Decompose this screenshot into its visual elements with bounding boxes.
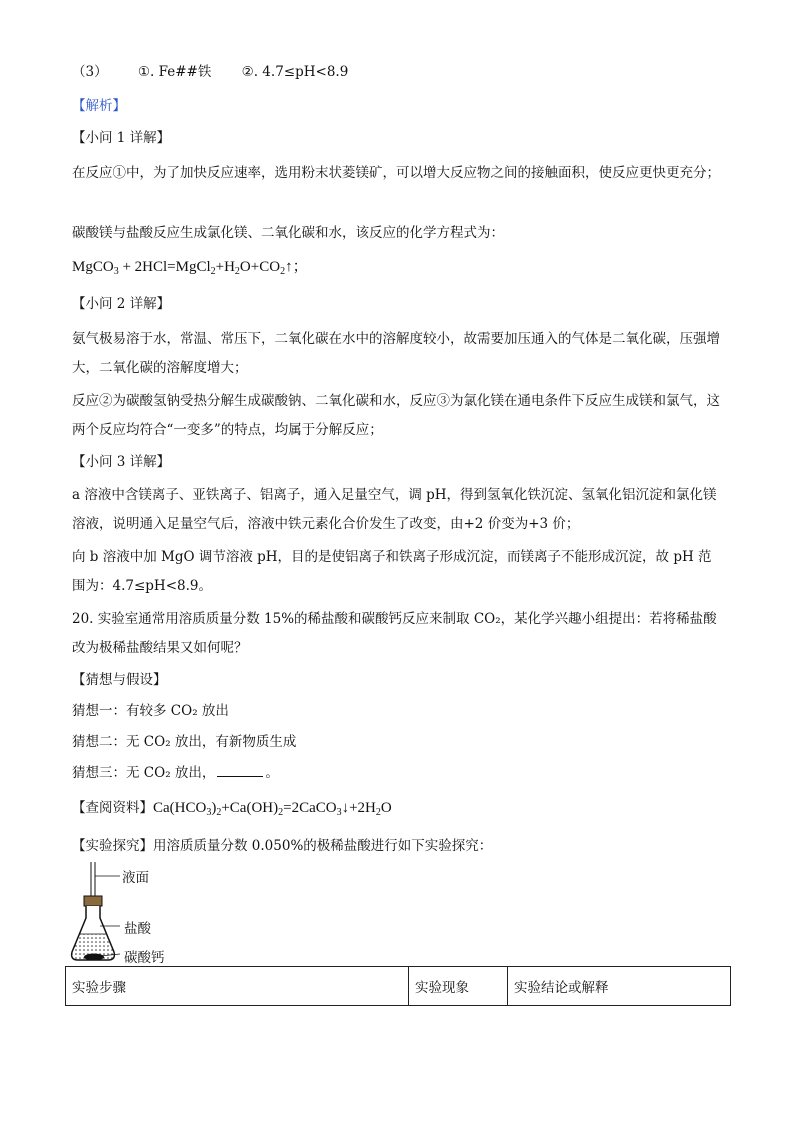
- header-steps: 实验步骤: [66, 967, 409, 1006]
- experiment-table: [65, 966, 731, 1006]
- answer-part-2: ②. 4.7≤pH<8.9: [241, 64, 349, 80]
- answer-num: （3）: [72, 64, 108, 80]
- guess-heading: 【猜想与假设】: [72, 672, 167, 688]
- label-liquid-surface: 液面: [122, 870, 149, 886]
- q3-paragraph-2: 向 b 溶液中加 MgO 调节溶液 pH，目的是使铝离子和铁离子形成沉淀，而镁离子不能形成沉淀，故 pH 范围为：4.7≤pH<8.9。: [72, 549, 712, 594]
- header-conclusion: 实验结论或解释: [508, 967, 731, 1006]
- explore-text: 用溶质质量分数 0.050%的极稀盐酸进行如下实验探究：: [153, 838, 493, 854]
- guess-3: 猜想三：无 CO₂ 放出， 。: [72, 765, 279, 781]
- label-calcium-carbonate: 碳酸钙: [124, 950, 165, 966]
- q20-stem: 20. 实验室通常用溶质质量分数 15%的稀盐酸和碳酸钙反应来制取 CO₂，某化学兴趣小组提出：若将稀盐酸改为极稀盐酸结果又如何呢？: [72, 611, 717, 656]
- explore-heading: 【实验探究】: [72, 838, 153, 854]
- q1-heading: 【小问 1 详解】: [72, 130, 171, 146]
- q1-paragraph-2: 碳酸镁与盐酸反应生成氯化镁、二氧化碳和水，该反应的化学方程式为：: [72, 225, 504, 241]
- guess-1: 猜想一：有较多 CO₂ 放出: [72, 703, 229, 719]
- q1-paragraph-1: 在反应①中，为了加快反应速率，选用粉末状菱镁矿，可以增大反应物之间的接触面积，使反应更快更充分；: [72, 165, 720, 181]
- table-header-row: [66, 967, 731, 1006]
- q3-paragraph-1: a 溶液中含镁离子、亚铁离子、铝离子，通入足量空气，调 pH，得到氢氧化铁沉淀、氢氧化铝沉淀和氯化镁溶液，说明通入足量空气后，溶液中铁元素化合价发生了改变，由+2 价变为+3 价；: [72, 487, 717, 532]
- explore-line: [72, 836, 492, 856]
- reference-heading: 【查阅资料】: [72, 800, 153, 816]
- q2-paragraph-2: 反应②为碳酸氢钠受热分解生成碳酸钠、二氧化碳和水，反应③为氯化镁在通电条件下反应生成镁和氯气，这两个反应均符合“一变多”的特点，均属于分解反应；: [72, 393, 720, 438]
- analysis-heading: 【解析】: [72, 98, 126, 114]
- flask-figure: [62, 860, 222, 968]
- q3-heading: 【小问 3 详解】: [72, 454, 171, 470]
- answer-blank[interactable]: [217, 764, 263, 777]
- label-hydrochloric-acid: 盐酸: [124, 921, 151, 937]
- reference-equation: $Ca(HCO_3)_2+Ca(OH)_2=2CaCO_3↓+2H_2O$: [153, 800, 392, 818]
- q1-equation: MgCO$_3$ + $2HCl=MgCl_2+H_2O+CO_2↑$；: [72, 259, 308, 277]
- reference-line: [72, 798, 392, 823]
- answer-part-1: ①. Fe##铁: [137, 64, 212, 80]
- q2-paragraph-1: 氨气极易溶于水，常温、常压下，二氧化碳在水中的溶解度较小，故需要加压通入的气体是二氧化碳，压强增大，二氧化碳的溶解度增大；: [72, 331, 720, 376]
- answer-line-3: [72, 62, 348, 82]
- guess-2: 猜想二：无 CO₂ 放出，有新物质生成: [72, 734, 297, 750]
- q2-heading: 【小问 2 详解】: [72, 296, 171, 312]
- header-phenomenon: 实验现象: [409, 967, 508, 1006]
